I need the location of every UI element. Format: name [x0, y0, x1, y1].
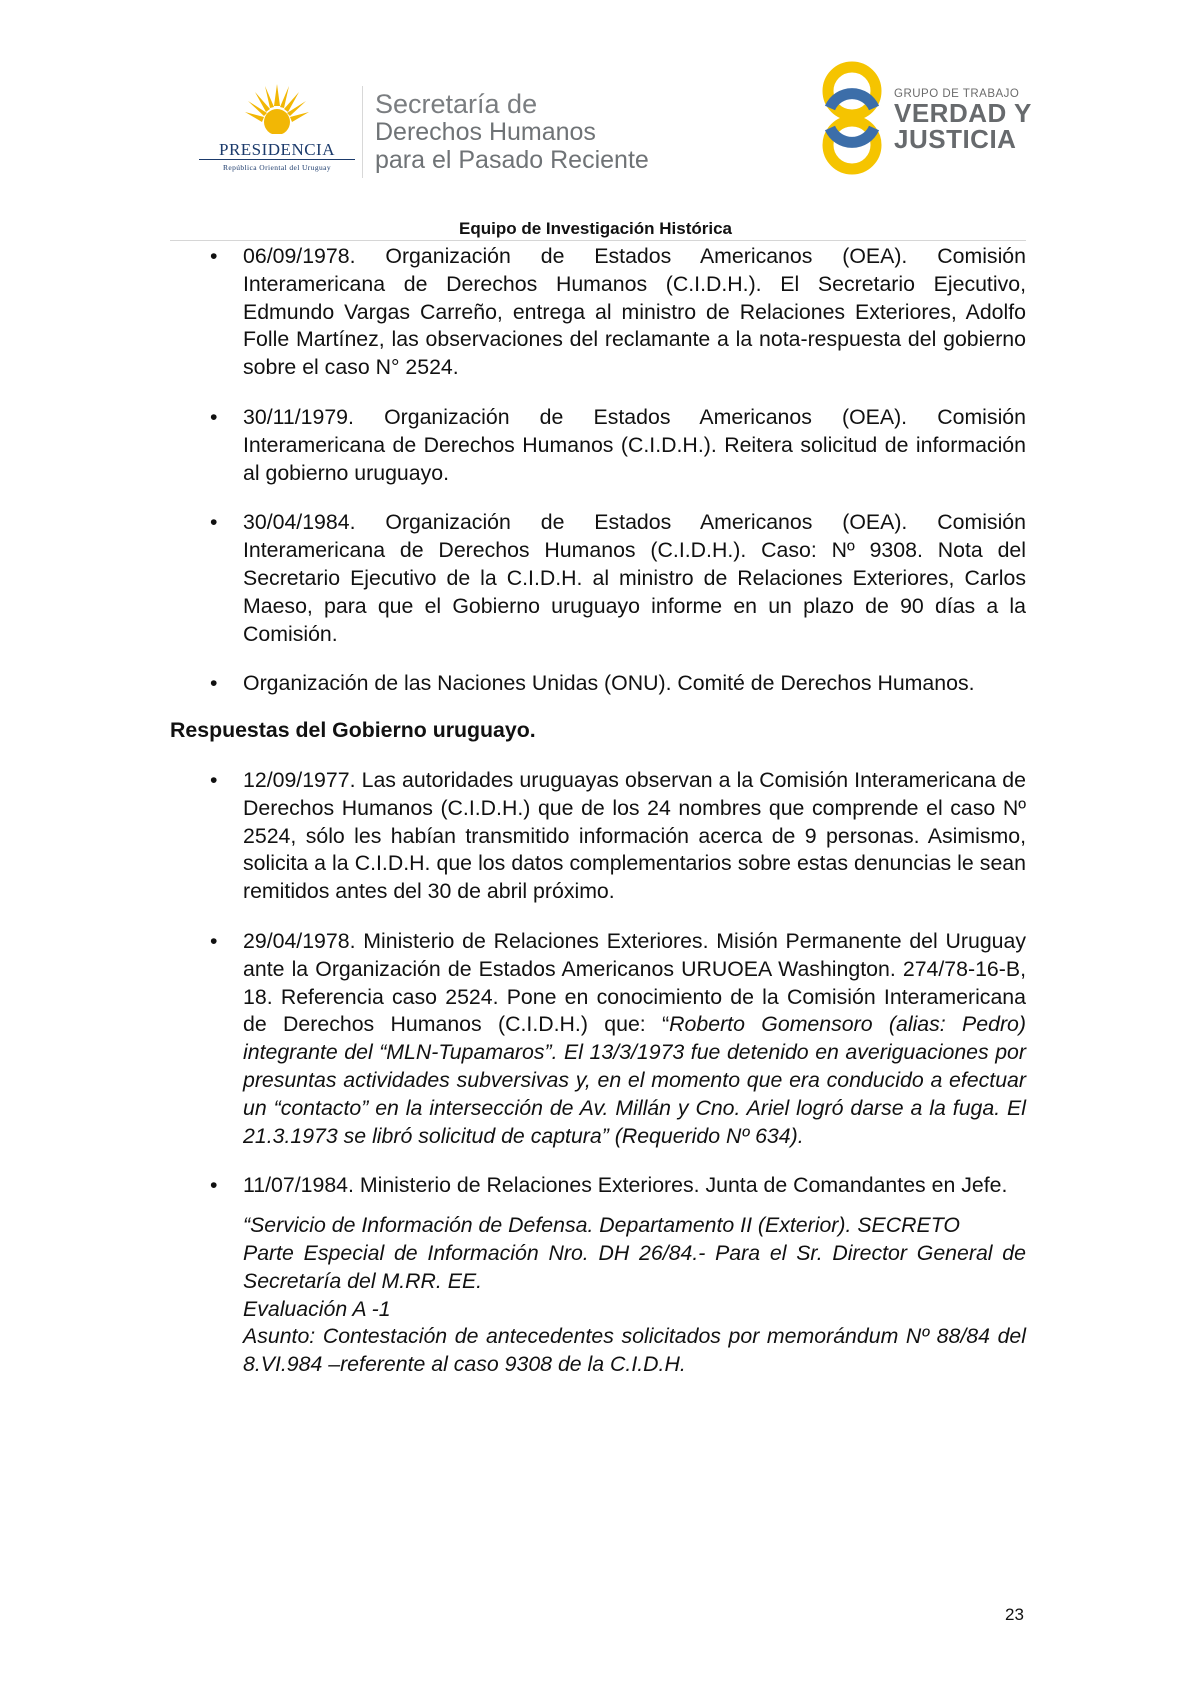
- header-rule: [170, 240, 1026, 241]
- quote-block: [170, 1212, 1026, 1379]
- list-item-lead: 29/04/1978. Ministerio de Relaciones Exteriores. Misión Permanente del Uruguay ante la Organización de Estados Americanos URUOEA Washington. 274/78-16-B, 18. Referencia caso 2524. Pone en conocimiento de la Comisión Interamericana de Derechos Humanos (C.I.D.H.) que: “: [243, 928, 1026, 1037]
- grupo-trabajo-label: GRUPO DE TRABAJO: [894, 88, 1020, 100]
- justicia-label: JUSTICIA: [894, 124, 1017, 154]
- presidencia-subtitle: República Oriental del Uruguay: [222, 163, 331, 172]
- quote-line: Parte Especial de Información Nro. DH 26/84.- Para el Sr. Director General de Secretaría del M.RR. EE.: [243, 1240, 1026, 1293]
- secretaria-line-3: para el Pasado Reciente: [375, 146, 649, 174]
- bullet-icon: •: [210, 244, 218, 268]
- verdad-justicia-text: [894, 88, 1032, 152]
- presidencia-logo: [197, 82, 357, 182]
- list-item-text: 12/09/1977. Las autoridades uruguayas observan a la Comisión Interamericana de Derechos Humanos (C.I.D.H.) que de los 24 nombres que comprende el caso Nº 2524, sólo les habían transmitido información acerca de 9 personas. Asimismo, solicita a la C.I.D.H. que los datos complementarios sobre estas denuncias le sean remitidos antes del 30 de abril próximo.: [243, 767, 1026, 904]
- bullet-icon: •: [210, 928, 218, 953]
- verdad-label: VERDAD Y: [894, 98, 1032, 128]
- list-item-text: 11/07/1984. Ministerio de Relaciones Exteriores. Junta de Comandantes en Jefe.: [243, 1173, 1008, 1198]
- list-item-text: 30/04/1984. Organización de Estados Americanos (OEA). Comisión Interamericana de Derechos Humanos (C.I.D.H.). Caso: Nº 9308. Nota del Secretario Ejecutivo de la C.I.D.H. al ministro de Relaciones Exteriores, Carlos Maeso, para que el Gobierno uruguayo informe en un plazo de 90 días a la Comisión.: [243, 510, 1026, 646]
- list-item: [170, 1172, 1026, 1200]
- list-item-text: [243, 928, 1026, 1150]
- bullet-icon: •: [210, 404, 218, 429]
- verdad-justicia-logo: [820, 58, 1040, 178]
- list-item-text: 30/11/1979. Organización de Estados Americanos (OEA). Comisión Interamericana de Derechos Humanos (C.I.D.H.). Reitera solicitud de información al gobierno uruguayo.: [243, 404, 1026, 485]
- list-item: [170, 404, 1026, 487]
- section-heading: Respuestas del Gobierno uruguayo.: [170, 718, 536, 743]
- list-item: [170, 670, 1026, 698]
- rings-icon: [820, 58, 890, 178]
- quote-line: Asunto: Contestación de antecedentes solicitados por memorándum Nº 88/84 del 8.VI.984 –referente al caso 9308 de la C.I.D.H.: [243, 1324, 1026, 1377]
- secretaria-title: [375, 90, 649, 174]
- document-body: [170, 243, 1026, 1379]
- team-title: Equipo de Investigación Histórica: [459, 219, 732, 238]
- list-item: [170, 767, 1026, 906]
- secretaria-line-2: Derechos Humanos: [375, 118, 596, 146]
- page-number: 23: [1005, 1605, 1024, 1624]
- list-item: [170, 928, 1026, 1150]
- secretaria-line-1: Secretaría de: [375, 89, 538, 119]
- bullet-icon: •: [210, 671, 218, 696]
- quote-line: Evaluación A -1: [243, 1296, 391, 1321]
- list-item-text: 06/09/1978. Organización de Estados Americanos (OEA). Comisión Interamericana de Derechos Humanos (C.I.D.H.). El Secretario Ejecutivo, Edmundo Vargas Carreño, entrega al ministro de Relaciones Exteriores, Adolfo Folle Martínez, las observaciones del reclamante a la nota-respuesta del gobierno sobre el caso N° 2524.: [243, 244, 1026, 380]
- bullet-icon: •: [210, 1173, 218, 1198]
- presidencia-divider: [199, 159, 355, 160]
- list-item-quote: Roberto Gomensoro (alias: Pedro) integrante del “MLN-Tupamaros”. El 13/3/1973 fue detenido en averiguaciones por presuntas actividades subversivas y, en el momento que era conducido a efectuar un “contacto” en la intersección de Av. Millán y Cno. Ariel logró darse a la fuga. El 21.3.1973 se libró solicitud de captura” (Requerido Nº 634).: [243, 1012, 1026, 1148]
- bullet-icon: •: [210, 510, 218, 535]
- header-separator: [362, 86, 363, 178]
- presidencia-wordmark: PRESIDENCIA: [218, 140, 335, 159]
- list-item: [170, 509, 1026, 648]
- quote-line: “Servicio de Información de Defensa. Departamento II (Exterior). SECRETO: [243, 1213, 960, 1238]
- list-item: [170, 243, 1026, 382]
- bullet-icon: •: [210, 767, 218, 792]
- page-header: [0, 0, 1191, 240]
- list-item-text: Organización de las Naciones Unidas (ONU). Comité de Derechos Humanos.: [243, 671, 975, 696]
